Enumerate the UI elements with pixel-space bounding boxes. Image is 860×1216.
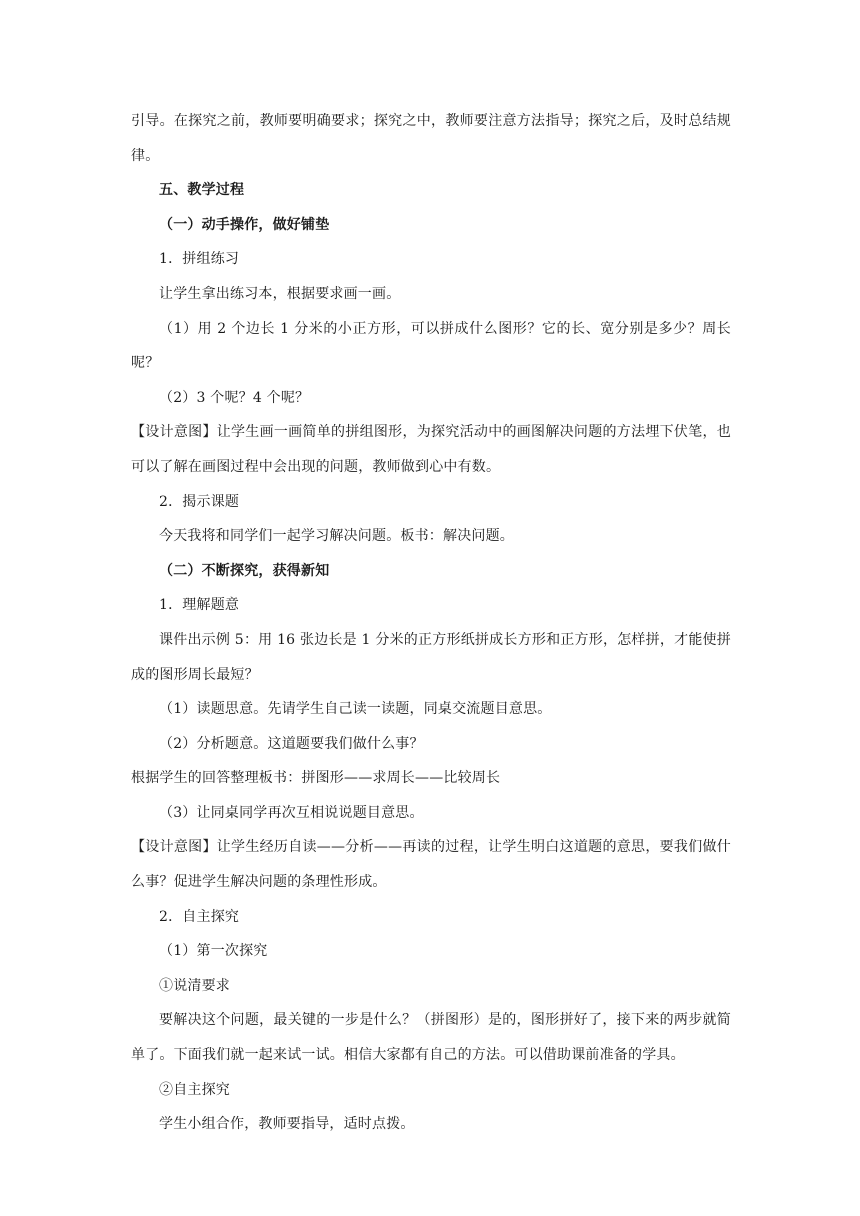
item-heading: 1．理解题意 — [159, 597, 240, 614]
document-body — [131, 104, 731, 1142]
list-item: （2）分析题意。这道题要我们做什么事？ — [159, 735, 424, 752]
design-intent-paragraph: 【设计意图】让学生画一画简单的拼组图形，为探究活动中的画图解决问题的方法埋下伏笔，也可以了解在画图过程中会出现的问题，教师做到心中有数。 — [131, 424, 731, 475]
item-heading: 2．揭示课题 — [159, 493, 240, 510]
body-paragraph: 今天我将和同学们一起学习解决问题。板书：解决问题。 — [159, 528, 514, 545]
list-item: （1）用 2 个边长 1 分米的小正方形，可以拼成什么图形？它的长、宽分别是多少？周长呢？ — [131, 320, 731, 372]
list-item: （1）读题思意。先请学生自己读一读题，同桌交流题目意思。 — [159, 701, 552, 718]
step-heading: ①说清要求 — [159, 977, 230, 994]
list-item: （3）让同桌同学再次互相说说题目意思。 — [159, 804, 424, 821]
subsection-heading: （二）不断探究，获得新知 — [159, 562, 330, 579]
design-intent-paragraph: 【设计意图】让学生经历自读——分析——再读的过程，让学生明白这道题的意思，要我们做什么事？促进学生解决问题的条理性形成。 — [131, 839, 731, 891]
body-paragraph: 要解决这个问题，最关键的一步是什么？（拼图形）是的，图形拼好了，接下来的两步就简单了。下面我们就一起来试一试。相信大家都有自己的方法。可以借助课前准备的学具。 — [131, 1012, 731, 1064]
section-heading: 五、教学过程 — [159, 182, 245, 199]
list-item: （2）3 个呢？4 个呢？ — [159, 389, 310, 406]
list-item: （1）第一次探究 — [159, 943, 268, 960]
step-heading: ②自主探究 — [159, 1081, 230, 1098]
subsection-heading: （一）动手操作，做好铺垫 — [159, 216, 330, 233]
body-paragraph: 根据学生的回答整理板书：拼图形——求周长——比较周长 — [131, 770, 501, 787]
body-paragraph: 课件出示例 5：用 16 张边长是 1 分米的正方形纸拼成长方形和正方形，怎样拼，才能使拼成的图形周长最短？ — [131, 631, 731, 683]
body-paragraph: 让学生拿出练习本，根据要求画一画。 — [159, 285, 401, 302]
body-paragraph: 学生小组合作，教师要指导，适时点拨。 — [159, 1116, 415, 1133]
item-heading: 1．拼组练习 — [159, 251, 240, 268]
item-heading: 2．自主探究 — [159, 908, 240, 925]
body-paragraph: 引导。在探究之前，教师要明确要求；探究之中，教师要注意方法指导；探究之后，及时总结规律。 — [131, 113, 731, 164]
